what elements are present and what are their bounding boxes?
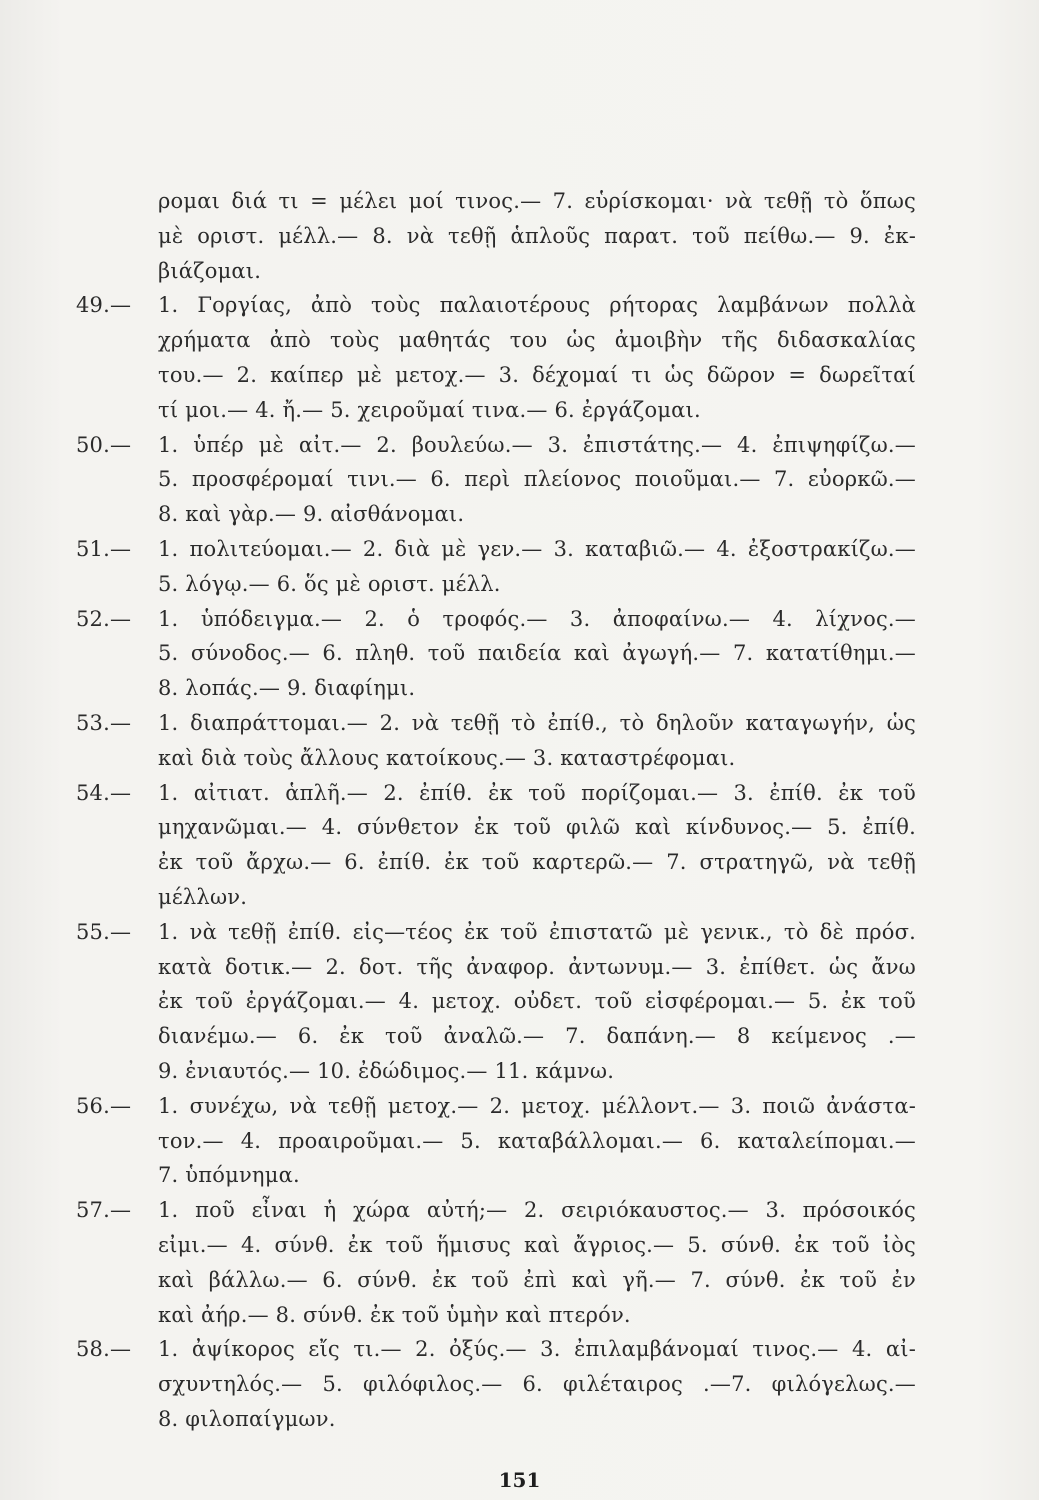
entry-text: 8. φιλοπαίγμων. — [158, 1406, 336, 1431]
entry-text: καὶ βάλλω.— 6. σύνθ. ἐκ τοῦ ἐπὶ καὶ γῆ.— 7. σύνθ. ἐκ τοῦ ἐν — [158, 1267, 916, 1292]
entry-text: 9. ἐνιαυτός.— 10. ἐδώδιμος.— 11. κάμνω. — [158, 1058, 615, 1083]
entry — [76, 184, 916, 288]
entry-text: καὶ ἀήρ.— 8. σύνθ. ἐκ τοῦ ὑμὴν καὶ πτερόν. — [158, 1302, 631, 1327]
entry-text: σχυντηλός.— 5. φιλόφιλος.— 6. φιλέταιρος .—7. φιλόγελως.— — [158, 1372, 916, 1397]
entry — [76, 776, 916, 915]
entry-text: 1. Γοργίας, ἀπὸ τοὺς παλαιοτέρους ρήτορας λαμβάνων πολλὰ — [158, 293, 916, 318]
entry-text: του.— 2. καίπερ μὲ μετοχ.— 3. δέχομαί τι ὡς δῶρον = δωρεῖταί — [158, 362, 916, 387]
text-line — [76, 776, 916, 811]
text-line — [76, 323, 916, 358]
text-line — [76, 1089, 916, 1124]
entry-text: διανέμω.— 6. ἐκ τοῦ ἀναλῶ.— 7. δαπάνη.— 8 κείμενος .— — [158, 1024, 916, 1049]
entry-text: ἐκ τοῦ ἄρχω.— 6. ἐπίθ. ἐκ τοῦ καρτερῶ.— 7. στρατηγῶ, νὰ τεθῇ — [158, 850, 916, 875]
text-line — [76, 1054, 916, 1089]
entry-number: 55.— — [76, 919, 132, 944]
entry-text: 5. λόγῳ.— 6. ὅς μὲ οριστ. μέλλ. — [158, 571, 501, 596]
text-line — [76, 1367, 916, 1402]
entry-text: βιάζομαι. — [158, 258, 262, 283]
entry-text: 1. αἰτιατ. ἁπλῆ.— 2. ἐπίθ. ἐκ τοῦ πορίζομαι.— 3. ἐπίθ. ἐκ τοῦ — [158, 780, 916, 805]
page-number: 151 — [498, 1468, 541, 1492]
entry — [76, 706, 916, 776]
text-line — [76, 358, 916, 393]
text-line — [76, 1228, 916, 1263]
text-line — [76, 810, 916, 845]
entry-number: 54.— — [76, 780, 132, 805]
text-line — [76, 288, 916, 323]
text-line — [76, 671, 916, 706]
entry-number: 53.— — [76, 710, 132, 735]
entry-number: 50.— — [76, 432, 132, 457]
entry-number: 56.— — [76, 1093, 132, 1118]
entry-text: 7. ὑπόμνημα. — [158, 1163, 300, 1188]
entry — [76, 602, 916, 706]
text-line — [76, 1402, 916, 1437]
text-body — [76, 184, 916, 1437]
entry — [76, 532, 916, 602]
entry-text: καὶ διὰ τοὺς ἄλλους κατοίκους.— 3. καταστρέφομαι. — [158, 745, 736, 770]
entry-text: ἐκ τοῦ ἐργάζομαι.— 4. μετοχ. οὐδετ. τοῦ εἰσφέρομαι.— 5. ἐκ τοῦ — [158, 989, 916, 1014]
text-line — [76, 462, 916, 497]
entry-text: 1. πολιτεύομαι.— 2. διὰ μὲ γεν.— 3. καταβιῶ.— 4. ἐξοστρακίζω.— — [158, 536, 916, 561]
text-line — [76, 184, 916, 219]
entry — [76, 1332, 916, 1436]
text-line — [76, 254, 916, 289]
text-line — [76, 915, 916, 950]
text-line — [76, 219, 916, 254]
entry-text: μηχανῶμαι.— 4. σύνθετον ἐκ τοῦ φιλῶ καὶ κίνδυνος.— 5. ἐπίθ. — [158, 815, 916, 840]
entry-text: 1. ὑπόδειγμα.— 2. ὁ τροφός.— 3. ἀποφαίνω.— 4. λίχνος.— — [158, 606, 916, 631]
entry — [76, 288, 916, 427]
text-line — [76, 1124, 916, 1159]
entry-text: 1. ὑπέρ μὲ αἰτ.— 2. βουλεύω.— 3. ἐπιστάτης.— 4. ἐπιψηφίζω.— — [158, 432, 916, 457]
entry-number: 58.— — [76, 1337, 132, 1362]
entry — [76, 915, 916, 1089]
text-line — [76, 636, 916, 671]
entry — [76, 428, 916, 532]
text-line — [76, 602, 916, 637]
text-line — [76, 1193, 916, 1228]
text-line — [76, 1158, 916, 1193]
text-line — [76, 1298, 916, 1333]
entry-text: τί μοι.— 4. ἤ.— 5. χειροῦμαί τινα.— 6. ἐργάζομαι. — [158, 397, 701, 422]
entry-number: 52.— — [76, 606, 132, 631]
entry-text: 1. ἀψίκορος εἴς τι.— 2. ὀξύς.— 3. ἐπιλαμβάνομαί τινος.— 4. αἰ- — [158, 1337, 916, 1362]
entry-text: ρομαι διά τι = μέλει μοί τινος.— 7. εὑρίσκομαι· νὰ τεθῇ τὸ ὅπως — [158, 189, 916, 213]
text-line — [76, 1263, 916, 1298]
entry-text: 8. λοπάς.— 9. διαφίημι. — [158, 676, 416, 701]
entry-text: 5. προσφέρομαί τινι.— 6. περὶ πλείονος ποιοῦμαι.— 7. εὐορκῶ.— — [158, 467, 916, 492]
text-line — [76, 428, 916, 463]
text-line — [76, 532, 916, 567]
text-line — [76, 393, 916, 428]
text-line — [76, 497, 916, 532]
entry-text: 1. νὰ τεθῇ ἐπίθ. εἰς—τέος ἐκ τοῦ ἐπιστατῶ μὲ γενικ., τὸ δὲ πρόσ. — [158, 919, 916, 944]
entry-text: 8. καὶ γὰρ.— 9. αἰσθάνομαι. — [158, 502, 465, 527]
entry-text: μέλλων. — [158, 884, 248, 909]
text-line — [76, 880, 916, 915]
text-line — [76, 567, 916, 602]
entry-text: τον.— 4. προαιροῦμαι.— 5. καταβάλλομαι.— 6. καταλείπομαι.— — [158, 1128, 916, 1153]
entry — [76, 1089, 916, 1193]
text-line — [76, 984, 916, 1019]
entry-text: 1. συνέχω, νὰ τεθῇ μετοχ.— 2. μετοχ. μέλλοντ.— 3. ποιῶ ἀνάστα- — [158, 1093, 916, 1118]
text-line — [76, 706, 916, 741]
text-line — [76, 950, 916, 985]
entry — [76, 1193, 916, 1332]
entry-number: 51.— — [76, 536, 132, 561]
entry-text: 5. σύνοδος.— 6. πληθ. τοῦ παιδεία καὶ ἀγωγή.— 7. κατατίθημι.— — [158, 641, 916, 666]
entry-number: 57.— — [76, 1198, 132, 1223]
text-line — [76, 741, 916, 776]
entry-number: 49.— — [76, 293, 132, 318]
entry-text: μὲ οριστ. μέλλ.— 8. νὰ τεθῇ ἁπλοῦς παρατ. τοῦ πείθω.— 9. ἐκ- — [158, 223, 916, 248]
entry-text: εἰμι.— 4. σύνθ. ἐκ τοῦ ἥμισυς καὶ ἄγριος.— 5. σύνθ. ἐκ τοῦ ἰὸς — [158, 1232, 916, 1257]
entry-text: 1. διαπράττομαι.— 2. νὰ τεθῇ τὸ ἐπίθ., τὸ δηλοῦν καταγωγήν, ὡς — [158, 710, 916, 735]
text-line — [76, 1332, 916, 1367]
entry-text: κατὰ δοτικ.— 2. δοτ. τῆς ἀναφορ. ἀντωνυμ.— 3. ἐπίθετ. ὡς ἄνω — [158, 954, 916, 979]
text-line — [76, 1019, 916, 1054]
text-line — [76, 845, 916, 880]
entry-text: 1. ποῦ εἶναι ἡ χώρα αὐτή;— 2. σειριόκαυστος.— 3. πρόσοικός — [158, 1198, 916, 1223]
entry-text: χρήματα ἀπὸ τοὺς μαθητάς του ὡς ἀμοιβὴν τῆς διδασκαλίας — [158, 328, 916, 353]
